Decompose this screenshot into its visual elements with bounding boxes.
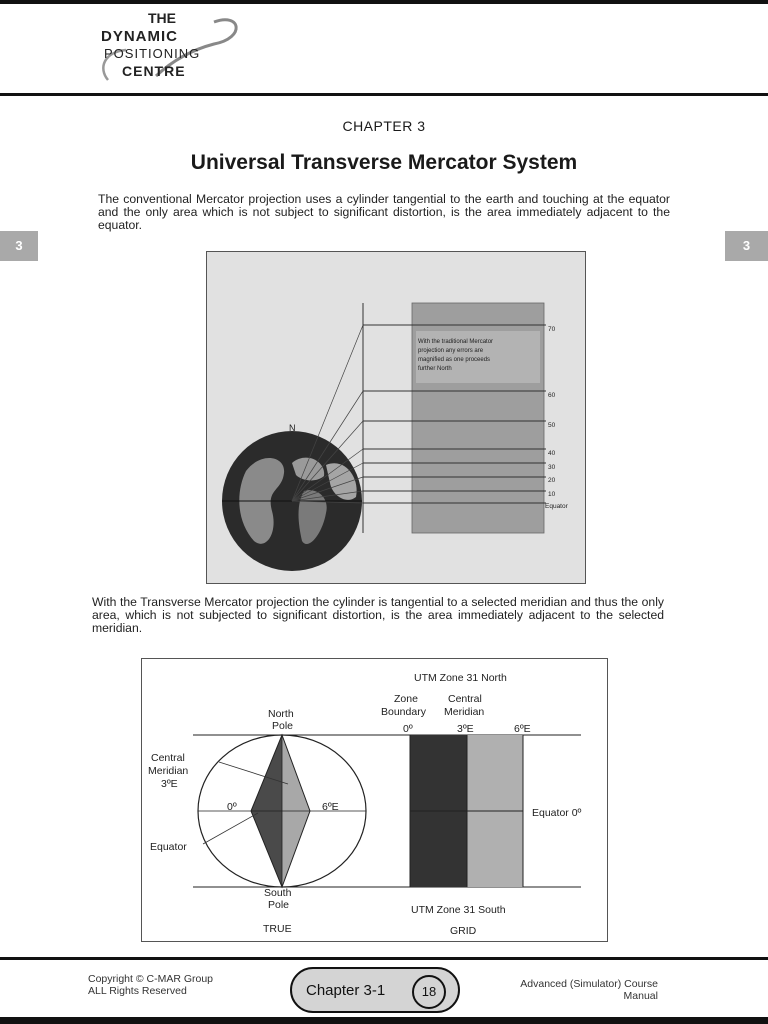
degree-3e-label: 3ºE (457, 723, 474, 735)
bottom-border (0, 1017, 768, 1024)
logo-line-centre: CENTRE (122, 63, 186, 79)
north-label: N (289, 423, 296, 433)
grid-label: GRID (450, 925, 477, 937)
latitude-label: Equator (545, 503, 568, 510)
central-meridian-top-label: Meridian (444, 706, 485, 718)
latitude-label: 10 (548, 491, 556, 498)
central-meridian-top-label: Central (448, 693, 482, 705)
true-label: TRUE (263, 923, 292, 935)
rights-line: ALL Rights Reserved (88, 985, 187, 997)
latitude-label: 70 (548, 326, 556, 333)
page-number: 18 (412, 975, 446, 1009)
zone-boundary-label: Zone (394, 693, 418, 705)
zone-boundary-label: Boundary (381, 706, 426, 718)
equator-0-label: Equator 0º (532, 807, 582, 819)
logo-line-positioning: POSITIONING (104, 46, 201, 61)
page-title: Universal Transverse Mercator System (190, 151, 578, 174)
footer-rule (0, 957, 768, 960)
note-line: projection any errors are (418, 348, 484, 354)
note-line: magnified as one proceeds (418, 357, 491, 363)
central-meridian-left-label: Meridian (148, 765, 189, 777)
mercator-projection-figure (206, 251, 586, 584)
latitude-label: 60 (548, 392, 556, 399)
latitude-label: 20 (548, 477, 556, 484)
footer-copyright (88, 973, 213, 997)
page-indicator (290, 967, 460, 1013)
intro-paragraph: The conventional Mercator projection uses a cylinder tangential to the earth and touching at the equator and the only area which is not subject to significant distortion, is the area immediately adjacent to the equator. (98, 192, 670, 232)
dynamic-positioning-centre-logo (96, 10, 246, 85)
chapter-page-label: Chapter 3-1 (306, 982, 386, 999)
degree-6e-label: 6ºE (514, 723, 531, 735)
latitude-label: 30 (548, 464, 556, 471)
degree-0-label: 0º (403, 723, 413, 735)
latitude-label: 40 (548, 450, 556, 457)
utm-zone-figure (141, 658, 608, 942)
manual-line: Advanced (Simulator) Course (520, 978, 658, 990)
latitude-label: 50 (548, 422, 556, 429)
transverse-paragraph: With the Transverse Mercator projection the cylinder is tangential to a selected meridian and thus the only area, which is not subjected to significant distortion, is the area immediately adjacent to the selected meridian. (92, 595, 664, 635)
logo-line-dynamic: DYNAMIC (101, 28, 178, 45)
logo-line-the: THE (148, 10, 176, 26)
note-line: further North (418, 366, 452, 372)
manual-line: Manual (623, 990, 658, 1002)
globe-6e-label: 6ºE (322, 801, 339, 813)
copyright-line: Copyright © C-MAR Group (88, 973, 214, 985)
north-pole-label: North (268, 708, 294, 720)
note-line: With the traditional Mercator (418, 339, 494, 345)
chapter-tab-right: 3 (725, 231, 768, 261)
utm-zone-south-label: UTM Zone 31 South (411, 904, 506, 916)
central-meridian-left-label: 3ºE (161, 778, 178, 790)
chapter-label: CHAPTER 3 (342, 118, 426, 134)
south-pole-label: South (264, 887, 292, 899)
utm-zone-north-label: UTM Zone 31 North (414, 672, 507, 684)
north-pole-label: Pole (272, 720, 294, 732)
footer-manual-title (488, 978, 658, 1002)
globe-0-label: 0º (227, 801, 237, 813)
header-rule (0, 93, 768, 96)
top-border (0, 0, 768, 4)
equator-label: Equator (150, 841, 187, 853)
chapter-tab-left: 3 (0, 231, 38, 261)
central-meridian-left-label: Central (151, 752, 185, 764)
south-pole-label: Pole (268, 899, 290, 911)
